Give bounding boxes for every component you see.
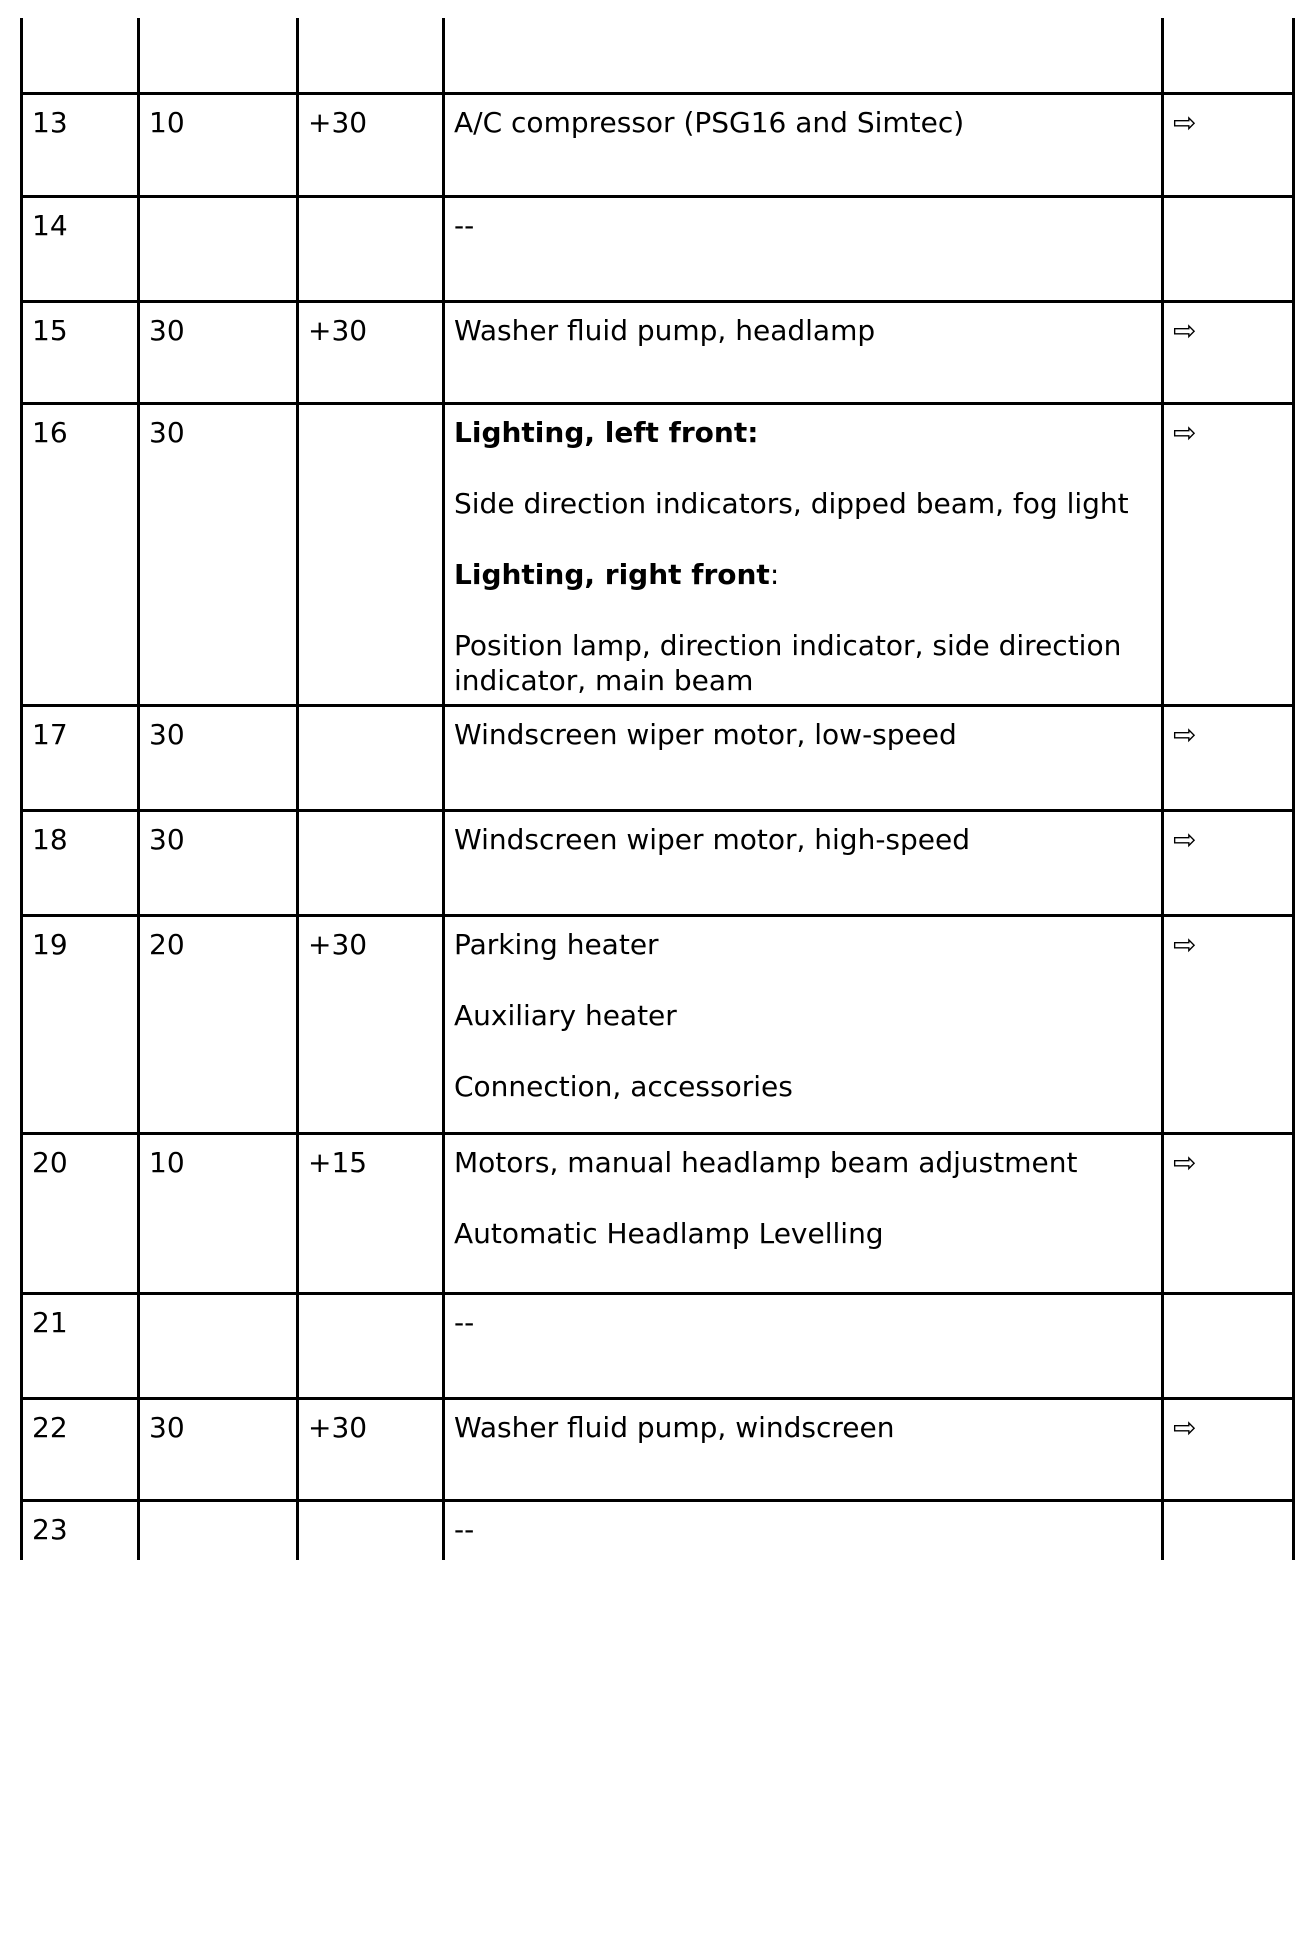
fuse-number-cell: 13: [22, 93, 139, 196]
description-text: Washer fluid pump, headlamp: [454, 313, 876, 347]
description-line: [454, 415, 1152, 450]
description-line: [454, 1410, 1152, 1445]
table-row: [22, 915, 1294, 1133]
terminal-cell: +30: [298, 915, 444, 1133]
description-heading: Lighting, left front:: [454, 415, 759, 449]
description-heading: Lighting, right front: [454, 557, 770, 591]
reference-cell: [1163, 403, 1294, 705]
description-line: [454, 1069, 1152, 1104]
fuse-rating-cell: 30: [139, 403, 298, 705]
reference-cell: [1163, 810, 1294, 915]
table-row: [22, 301, 1294, 403]
consumer-description-cell: [444, 93, 1163, 196]
reference-arrow-icon[interactable]: ⇨: [1173, 105, 1197, 139]
terminal-cell: [298, 18, 444, 93]
description-text: Parking heater: [454, 927, 659, 961]
fuse-rating-cell: 30: [139, 810, 298, 915]
reference-cell: [1163, 915, 1294, 1133]
description-text: --: [454, 1305, 475, 1339]
reference-cell: [1163, 1398, 1294, 1500]
fuse-rating-cell: 20: [139, 915, 298, 1133]
reference-arrow-icon[interactable]: ⇨: [1173, 1145, 1197, 1179]
fuse-number-cell: 15: [22, 301, 139, 403]
description-line: [454, 208, 1152, 243]
fuse-number-cell: 21: [22, 1293, 139, 1398]
description-text: Side direction indicators, dipped beam, fog light: [454, 486, 1129, 520]
description-text: A/C compressor (PSG16 and Simtec): [454, 105, 965, 139]
reference-arrow-icon[interactable]: ⇨: [1173, 415, 1197, 449]
description-line: [454, 313, 1152, 348]
reference-cell: [1163, 196, 1294, 301]
fuse-number-cell: 19: [22, 915, 139, 1133]
consumer-description-cell: [444, 403, 1163, 705]
description-text: Connection, accessories: [454, 1069, 793, 1103]
reference-cell: [1163, 705, 1294, 810]
fuse-rating-cell: 30: [139, 705, 298, 810]
consumer-description-cell: [444, 705, 1163, 810]
table-row: [22, 705, 1294, 810]
consumer-description-cell: [444, 1398, 1163, 1500]
terminal-cell: [298, 810, 444, 915]
reference-cell: [1163, 18, 1294, 93]
terminal-cell: [298, 1500, 444, 1560]
description-text: Motors, manual headlamp beam adjustment: [454, 1145, 1078, 1179]
description-line: [454, 1216, 1152, 1251]
fuse-rating-cell: 30: [139, 301, 298, 403]
reference-arrow-icon[interactable]: ⇨: [1173, 927, 1197, 961]
fuse-rating-cell: 10: [139, 1133, 298, 1293]
terminal-cell: +30: [298, 301, 444, 403]
terminal-cell: +30: [298, 1398, 444, 1500]
fuse-rating-cell: 10: [139, 93, 298, 196]
consumer-description-cell: [444, 1133, 1163, 1293]
table-row: [22, 1293, 1294, 1398]
description-text: Automatic Headlamp Levelling: [454, 1216, 884, 1250]
description-line: [454, 486, 1152, 521]
fuse-number-cell: [22, 18, 139, 93]
consumer-description-cell: [444, 301, 1163, 403]
table-row: [22, 18, 1294, 93]
terminal-cell: [298, 705, 444, 810]
fuse-number-cell: 18: [22, 810, 139, 915]
table-row: [22, 93, 1294, 196]
fuse-rating-cell: 30: [139, 1398, 298, 1500]
description-text: :: [769, 557, 780, 591]
terminal-cell: [298, 1293, 444, 1398]
reference-arrow-icon[interactable]: ⇨: [1173, 822, 1197, 856]
table-row: [22, 810, 1294, 915]
description-line: [454, 822, 1152, 857]
description-line: [454, 105, 1152, 140]
fuse-rating-cell: [139, 1293, 298, 1398]
description-line: [454, 1305, 1152, 1340]
description-line: [454, 998, 1152, 1033]
consumer-description-cell: [444, 1293, 1163, 1398]
description-text: Position lamp, direction indicator, side direction indicator, main beam: [454, 628, 1122, 697]
reference-arrow-icon[interactable]: ⇨: [1173, 1410, 1197, 1444]
fuse-rating-cell: [139, 1500, 298, 1560]
consumer-description-cell: [444, 915, 1163, 1133]
fuse-number-cell: 17: [22, 705, 139, 810]
fuse-rating-cell: [139, 196, 298, 301]
description-text: --: [454, 1512, 475, 1546]
consumer-description-cell: [444, 18, 1163, 93]
consumer-description-cell: [444, 810, 1163, 915]
terminal-cell: [298, 403, 444, 705]
description-text: Washer fluid pump, windscreen: [454, 1410, 895, 1444]
table-row: [22, 1133, 1294, 1293]
reference-cell: [1163, 301, 1294, 403]
table-row: [22, 196, 1294, 301]
terminal-cell: +15: [298, 1133, 444, 1293]
fuse-number-cell: 16: [22, 403, 139, 705]
description-text: Windscreen wiper motor, high-speed: [454, 822, 971, 856]
fuse-number-cell: 23: [22, 1500, 139, 1560]
table-row: [22, 403, 1294, 705]
fuse-table: [20, 18, 1295, 1560]
description-line: [454, 1512, 1152, 1547]
fuse-rating-cell: [139, 18, 298, 93]
description-line: [454, 628, 1152, 698]
fuse-table-body: [22, 18, 1294, 1560]
terminal-cell: [298, 196, 444, 301]
description-text: Auxiliary heater: [454, 998, 677, 1032]
consumer-description-cell: [444, 1500, 1163, 1560]
fuse-number-cell: 20: [22, 1133, 139, 1293]
reference-arrow-icon[interactable]: ⇨: [1173, 717, 1197, 751]
consumer-description-cell: [444, 196, 1163, 301]
table-row: [22, 1500, 1294, 1560]
fuse-number-cell: 14: [22, 196, 139, 301]
description-text: --: [454, 208, 475, 242]
description-line: [454, 557, 1152, 592]
description-line: [454, 1145, 1152, 1180]
table-row: [22, 1398, 1294, 1500]
reference-cell: [1163, 93, 1294, 196]
fuse-number-cell: 22: [22, 1398, 139, 1500]
reference-arrow-icon[interactable]: ⇨: [1173, 313, 1197, 347]
reference-cell: [1163, 1500, 1294, 1560]
reference-cell: [1163, 1293, 1294, 1398]
description-text: Windscreen wiper motor, low-speed: [454, 717, 957, 751]
terminal-cell: +30: [298, 93, 444, 196]
reference-cell: [1163, 1133, 1294, 1293]
description-line: [454, 717, 1152, 752]
description-line: [454, 927, 1152, 962]
